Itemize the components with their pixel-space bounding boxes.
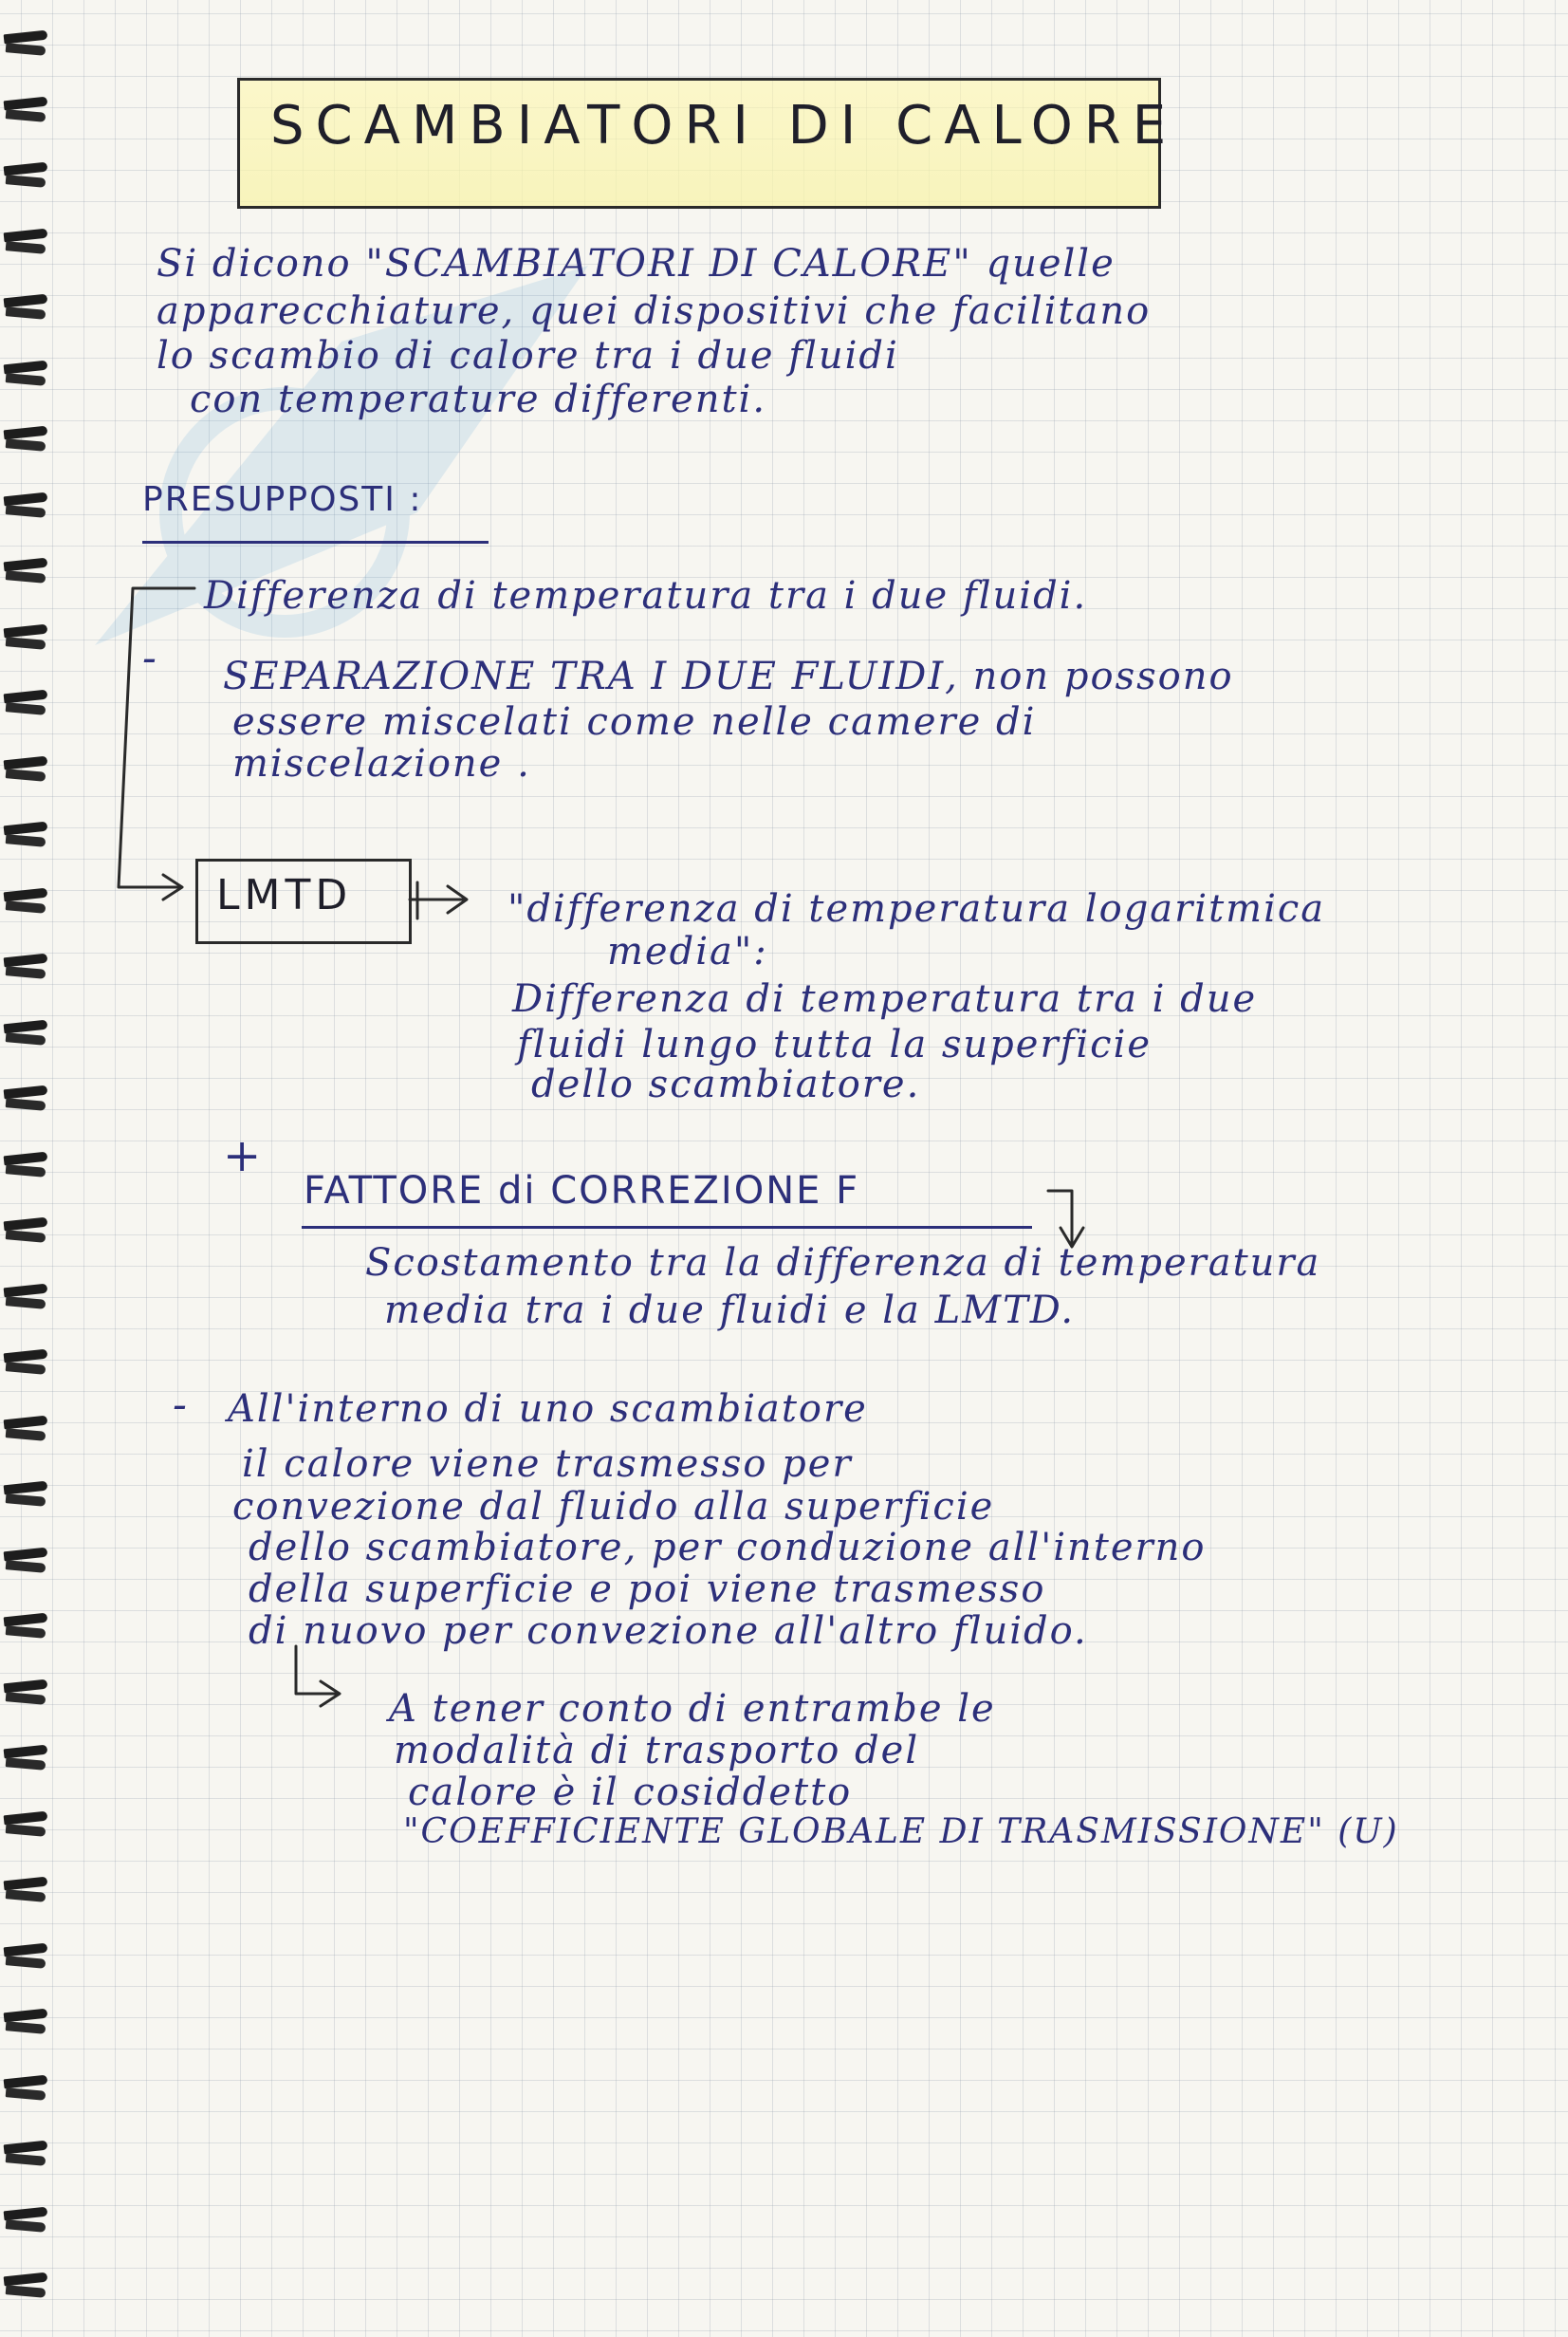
- fattore-description-line-2: media tra i due fluidi e la LMTD.: [384, 1289, 1076, 1332]
- conclusion-line-1: A tener conto di entrambe le: [389, 1687, 996, 1731]
- interno-bullet: -: [173, 1381, 187, 1429]
- lmtd-label: LMTD: [216, 871, 353, 919]
- fattore-description-line-1: Scostamento tra la differenza di temperatura: [365, 1241, 1321, 1285]
- conclusion-line-3: calore è il cosiddetto: [408, 1771, 853, 1814]
- conclusion-line-4: "COEFFICIENTE GLOBALE DI TRASMISSIONE" (U): [403, 1812, 1399, 1851]
- presupposto-item-2-line-1: SEPARAZIONE TRA I DUE FLUIDI, non possono: [223, 655, 1234, 698]
- lmtd-definition-line-2: media":: [607, 930, 768, 974]
- interno-line-1: All'interno di uno scambiatore: [228, 1387, 868, 1431]
- lmtd-description-line-3: dello scambiatore.: [531, 1063, 921, 1106]
- conclusion-line-2: modalità di trasporto del: [394, 1729, 920, 1772]
- interno-line-5: della superficie e poi viene trasmesso: [249, 1567, 1046, 1611]
- intro-line-4: con temperature differenti.: [190, 378, 767, 421]
- intro-line-2: apparecchiature, quei dispositivi che facilitano: [157, 289, 1152, 333]
- page-title: SCAMBIATORI DI CALORE: [270, 95, 1178, 157]
- lmtd-description-line-2: fluidi lungo tutta la superficie: [517, 1023, 1153, 1066]
- lmtd-description-line-1: Differenza di temperatura tra i due: [512, 977, 1258, 1021]
- presupposto-item-1: Differenza di temperatura tra i due fluidi.: [204, 574, 1088, 618]
- interno-line-6: di nuovo per convezione all'altro fluido.: [249, 1609, 1088, 1653]
- intro-line-1: Si dicono "SCAMBIATORI DI CALORE" quelle: [157, 242, 1116, 286]
- fattore-heading: FATTORE di CORREZIONE F: [304, 1169, 860, 1213]
- intro-line-3: lo scambio di calore tra i due fluidi: [157, 334, 899, 378]
- interno-line-4: dello scambiatore, per conduzione all'interno: [249, 1526, 1207, 1569]
- interno-line-2: il calore viene trasmesso per: [242, 1442, 853, 1486]
- presupposti-heading: PRESUPPOSTI :: [142, 480, 423, 519]
- interno-line-3: convezione dal fluido alla superficie: [232, 1485, 995, 1529]
- plus-sign: +: [223, 1129, 262, 1182]
- presupposto-item-2-line-2: essere miscelati come nelle camere di: [232, 700, 1037, 744]
- bracket-arrow: [119, 588, 194, 887]
- bullet-dash: -: [142, 634, 157, 682]
- fattore-arrow: [1048, 1191, 1072, 1243]
- lmtd-definition-line-1: "differenza di temperatura logaritmica: [507, 887, 1326, 931]
- presupposto-item-2-line-3: miscelazione .: [232, 742, 531, 786]
